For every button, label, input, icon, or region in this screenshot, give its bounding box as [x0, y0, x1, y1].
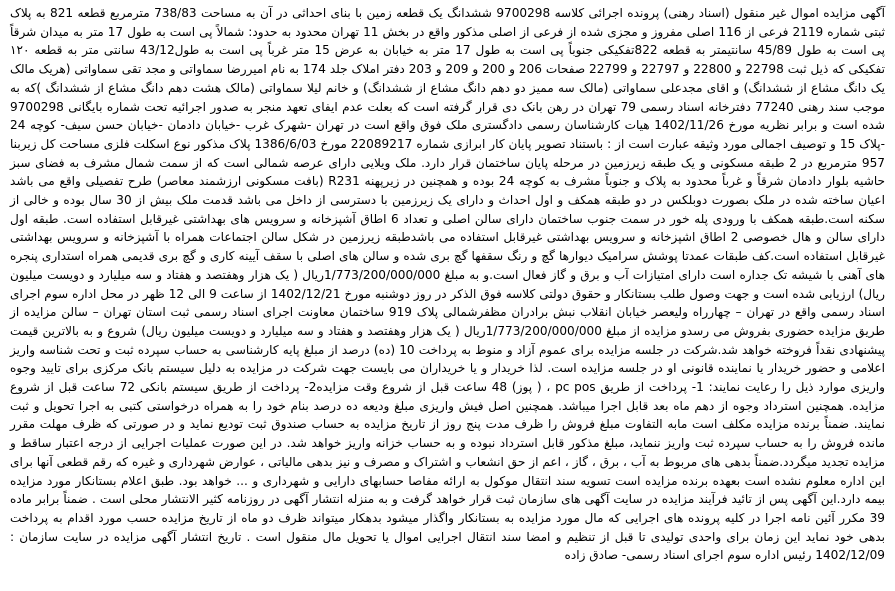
notice-body-text: آگهی مزایده اموال غیر منقول (اسناد رهنی) پرونده اجرائی کلاسه 9700298 ششدانگ یک قطعه زمین با بنای احداثی در آن به مساحت 738/83 مترمربع قطعه 821 به پلاک ثبتی شماره 2119 فرعی از 116 اصلی مفروز و مجزی شده از فرعی از اصلی مذکور واقع در بخش 11 تهران محدود به حدود: شمالاً پی است به طول 17 متر به میدان شرقاً پی است به طول 45/89 سانتیمتر به قطعه 822تفکیکی جنوباً پی است به طول 17 متر به خیابان به عرض 15 متر غرباً پی است به طول43/12 سانتی متر به قطعه ۱۲۰ تفکیکی که ذیل ثبت 22798 و 22800 و 22797 و 22799 صفحات 206 و 200 و 209 و 203 دفتر املاک جلد 174 به نام امیررضا سماواتی و مجد تقی سماواتی (هریک مالک یک دانگ مشاع از ششدانگ) و اقای مجدعلی سماواتی (مالک سه ممیز دو دهم دانگ مشاع از ششدانگ) و خانم لیلا سماواتی (مالک هشت دهم دانگ مشاع از ششدانگ )که به موجب سند رهنی 77240 دفترخانه اسناد رسمی 79 تهران در رهن بانک دی قرار گرفته است که بعلت عدم ایفای تعهد منجر به صدور اجرائیه تحت شماره بایگانی 9700298 شده است و برابر نظریه مورخ 1402/11/26 هیات کارشناسان رسمی دادگستری ملک فوق واقع است در تهران -شهرک غرب -خیابان دادمان -خیابان حسن سیف- کوچه 24 -پلاک 15 و توصیف اجمالی مورد وثیقه عبارت است از : باستناد تصویر پایان کار ابرازی شماره 22089217 مورخ 1386/6/03 پلاک مذکور نوع اسکلت فلزی مساحت کل زیربنا 957 مترمربع در 2 طبقه مسکونی و یک طبقه زیرزمین در مرحله پایان ساختمان قرار دارد. ملک ویلایی دارای عرصه شمالی است که از سمت شمال مشرف به فضای سبز حاشیه بلوار دادمان شرقاً و غرباً محدود به پلاک و جنوباً مشرف به کوچه 24 بوده و همچنین در زیرپهنه R231 (بافت مسکونی ارزشمند معاصر) طرح تفصیلی واقع می باشد اعیان ساخته شده در ملک بصورت دوبلکس در دو طبقه همکف و اول احداث و دارای یک زیرزمین با دسترسی از داخل می باشد قدمت ملک بیش از 30 سال بوده و خالی از سکنه است.طبقه همکف با ورودی پله خور در سمت جنوب ساختمان دارای سالن اصلی و تعداد 6 اطاق آشپزخانه و سرویس های بهداشتی غیرقابل استفاده است. طبقه اول دارای سالن و هال خصوصی 2 اطاق اشپزخانه و سرویس بهداشتی غیرقابل استفاده می باشدطبقه زیرزمین در شکل سالن اجتماعات همراه با آشپزخانه و سرویس بهداشتی غیرقابل استفاده است.کف طبقات عمدتا پوشش سرامیک دیوارها گچ و رنگ سقفها گچ بری شده و سالن های اصلی با سقف آیینه کاری و گچ بری قدیمی همراه استداری پنجره های آهنی با شیشه تک جداره است دارای امتیازات آب و برق و گاز فعال است.و به مبلغ 1/773/200/000/000ریال ( یک هزار وهفتصد و هفتاد و سه میلیارد و دویست میلیون ریال) ارزیابی شده است و جهت وصول طلب بستانکار و حقوق دولتی کلاسه فوق الذکر در روز دوشنبه مورخ 1402/12/21 از ساعت 9 الی 12 ظهر در محل اداره سوم اجرای اسناد رسمی واقع در تهران – چهارراه ولیعصر خیابان انقلاب نبش برادران مظفرشمالی پلاک 919 ساختمان معاونت اجرای اسناد رسمی ثبت استان تهران – سالن مزایده از طریق مزایده حضوری بفروش می رسدو مزایده از مبلغ 1/773/200/000/000ریال ( یک هزار وهفتصد و هفتاد و سه میلیارد و دویست میلیون ریال) شروع و به بالاترین قیمت پیشنهادی نقداً فروخته خواهد شد.شرکت در جلسه مزایده برای عموم آزاد و منوط به پرداخت 10 (ده) درصد از مبلغ پایه کارشناسی به حساب سپرده ثبت و تحت شناسه واریز اعلامی و حضور خریدار یا نماینده قانونی او در جلسه مزایده است. لذا خریدار و یا خریداران می بایست جهت شرکت در مزایده به دلیل سیستم بانک مرکزی برای تایید وجوه واریزی موارد ذیل را رعایت نمایند: 1- پرداخت از طریق pc pos ، ( پوز) 48 ساعت قبل از شروع وقت مزایده2- پرداخت از طریق سیستم بانکی 72 ساعت قبل از شروع مزایده. همچنین استرداد وجوه از دهم ماه بعد قابل اجرا میباشد. همچنین اصل فیش واریزی مبلغ ودیعه ده درصد بنام خود را به همراه درخواستی کتبی به اجرا تحویل و ثبت نمایند. ضمناً برنده مزایده مکلف است مابه التفاوت مبلغ فروش را ظرف مدت پنج روز از تاریخ مزایده به حساب صندوق ثبت تودیع نماید و در صورتی که ظرف مهلت مقرر مانده فروش را به حساب سپرده ثبت واریز ننماید، مبلغ مذکور قابل استرداد نبوده و به حساب خزانه واریز خواهد شد. در این صورت عملیات اجرایی از درجه اعتبار ساقط و مزایده تجدید میگردد.ضمناً بدهی های مربوط به آب ، برق ، گاز ، اعم از حق انشعاب و اشتراک و مصرف و نیز بدهی مالیاتی ، عوارض شهرداری و غیره که رقم قطعی آنها برای این اداره معلوم نشده است بعهده برنده مزایده است تسویه سند انتقال موکول به ارائه مفاصا حسابهای دارایی و شهرداری و ... خواهد بود. طبق اعلام بستانکار مورد مزایده بیمه دارد.این آگهی پس از تائید فرآیند مزایده در سایت آگهی های سازمان ثبت قرار خواهد گرفت و به منزله انتشار آگهی در روزنامه کثیر الانتشار محلی است . ضمناً برابر ماده 39 مکرر آئین نامه اجرا در کلیه پرونده های اجرایی که مال مورد مزایده به بستانکار واگذار میشود بدهکار میتواند ظرف دو ماه از تاریخ مزایده حسب مورد اقدام به پرداخت بدهی خود نماید این زمان برای واحدی تولیدی تا قبل از تنظیم و امضا سند انتقال اجرایی اموال یا تحویل مال منقول است . تاریخ انتشار آگهی مزایده در سایت سازمان : 1402/12/09 رئیس اداره سوم اجرای اسناد رسمی- صادق زاده: [10, 6, 886, 563]
